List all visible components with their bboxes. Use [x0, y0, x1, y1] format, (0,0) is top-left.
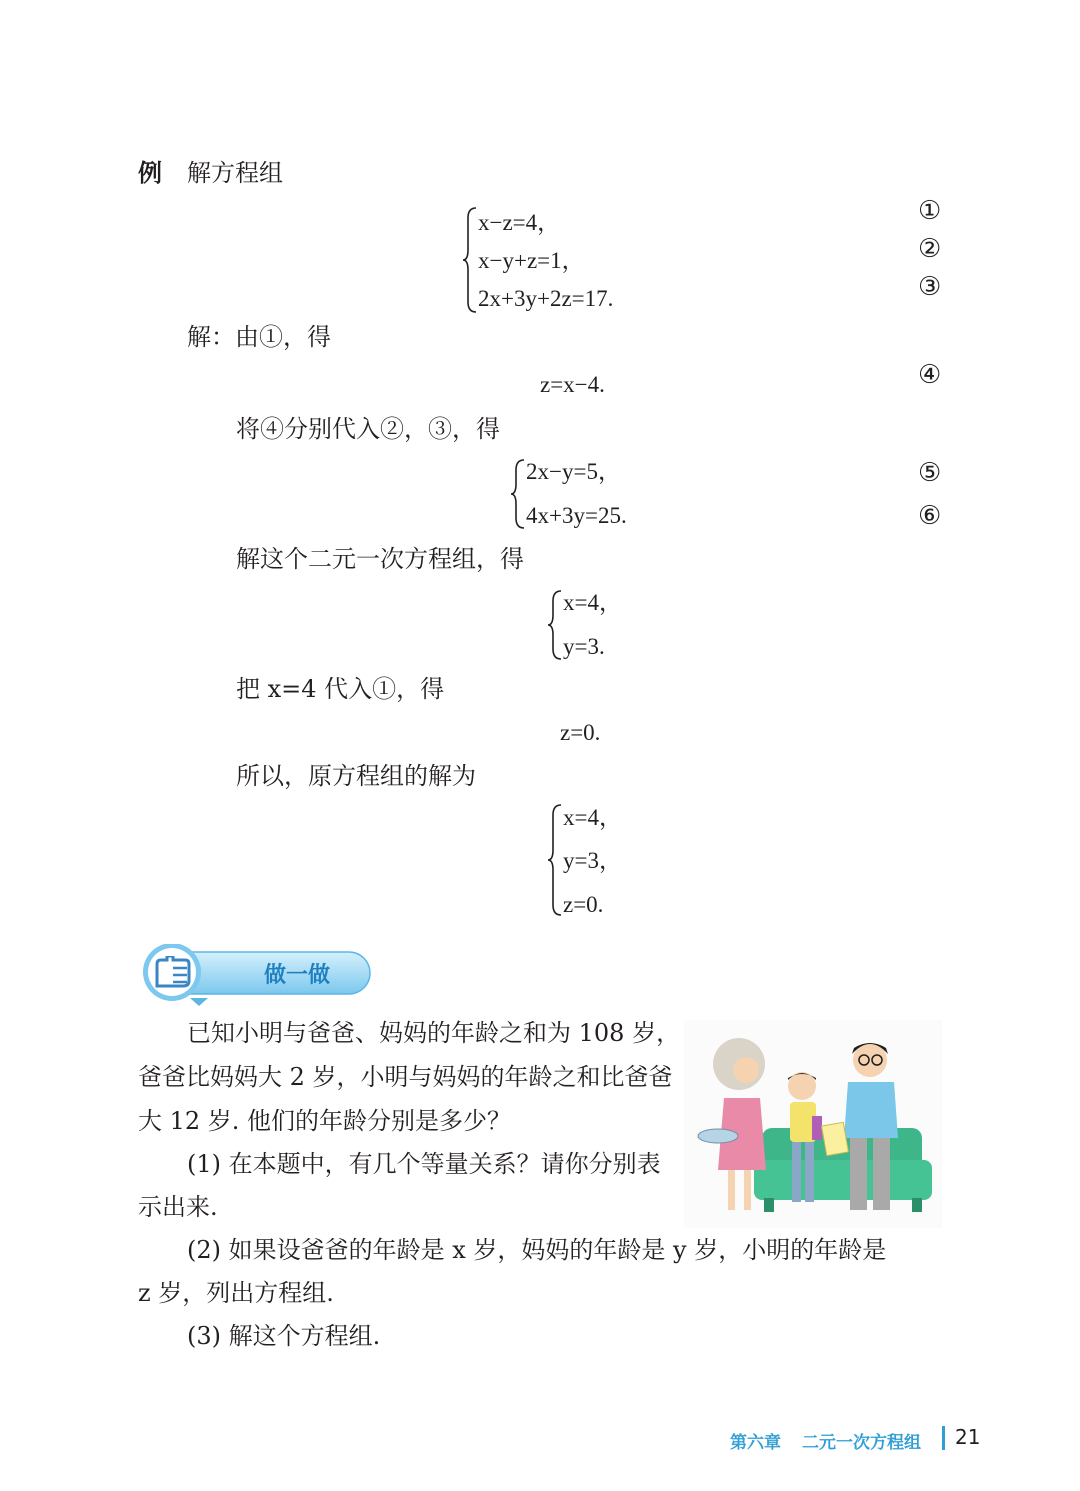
system3-brace: [547, 589, 563, 661]
final-brace: [547, 803, 563, 917]
marker-3: ③: [918, 272, 942, 302]
example-title: 解方程组: [187, 159, 283, 187]
marker-5: ⑤: [918, 458, 942, 488]
system3-eq-2: y=3.: [563, 634, 605, 659]
marker-1: ①: [918, 196, 942, 226]
system-eq-3: 2x+3y+2z=17.: [478, 286, 614, 311]
system3-eq-1: x=4，: [563, 590, 622, 615]
final-eq-3: z=0.: [563, 892, 604, 917]
question-1-line-2: 示出来.: [138, 1193, 218, 1221]
system2-eq-1: 2x−y=5，: [526, 459, 621, 484]
solution-step-4: 把 x=4 代入①，得: [236, 675, 445, 703]
solution-intro: 解：由①，得: [187, 323, 331, 351]
final-eq-1: x=4，: [563, 805, 622, 830]
activity-line-2: 爸爸比妈妈大 2 岁，小明与妈妈的年龄之和比爸爸: [138, 1063, 673, 1091]
system-eq-2: x−y+z=1，: [478, 248, 585, 273]
final-eq-2: y=3，: [563, 848, 622, 873]
question-2-line-2: z 岁，列出方程组.: [138, 1279, 334, 1307]
hand-icon: [153, 956, 193, 990]
system2-eq-2: 4x+3y=25.: [526, 503, 627, 528]
question-1-line-1: (1) 在本题中，有几个等量关系？请你分别表: [187, 1150, 661, 1178]
activity-banner: [138, 944, 374, 1008]
page-number: 21: [955, 1425, 981, 1449]
family-illustration: [684, 1020, 942, 1228]
marker-2: ②: [918, 234, 942, 264]
footer-chapter: 第六章: [730, 1433, 781, 1453]
question-3: (3) 解这个方程组.: [187, 1322, 381, 1350]
solution-step-5: 所以，原方程组的解为: [236, 762, 476, 790]
system-eq-1: x−z=4，: [478, 210, 561, 235]
question-2-line-1: (2) 如果设爸爸的年龄是 x 岁，妈妈的年龄是 y 岁，小明的年龄是: [187, 1236, 887, 1264]
system-brace: [462, 206, 478, 314]
marker-6: ⑥: [918, 501, 942, 531]
footer-chapter-title: 二元一次方程组: [802, 1433, 921, 1453]
example-label: 例: [138, 158, 162, 187]
activity-line-1: 已知小明与爸爸、妈妈的年龄之和为 108 岁，: [187, 1019, 681, 1047]
footer-divider: [942, 1426, 945, 1450]
marker-4: ④: [918, 360, 942, 390]
activity-line-3: 大 12 岁. 他们的年龄分别是多少？: [138, 1107, 512, 1135]
equation-z: z=0.: [560, 720, 601, 745]
solution-step-2: 将④分别代入②，③，得: [236, 415, 500, 443]
activity-banner-label: 做一做: [264, 963, 331, 988]
solution-step-3: 解这个二元一次方程组，得: [236, 545, 524, 573]
equation-4: z=x−4.: [540, 372, 605, 397]
system2-brace: [510, 458, 526, 530]
